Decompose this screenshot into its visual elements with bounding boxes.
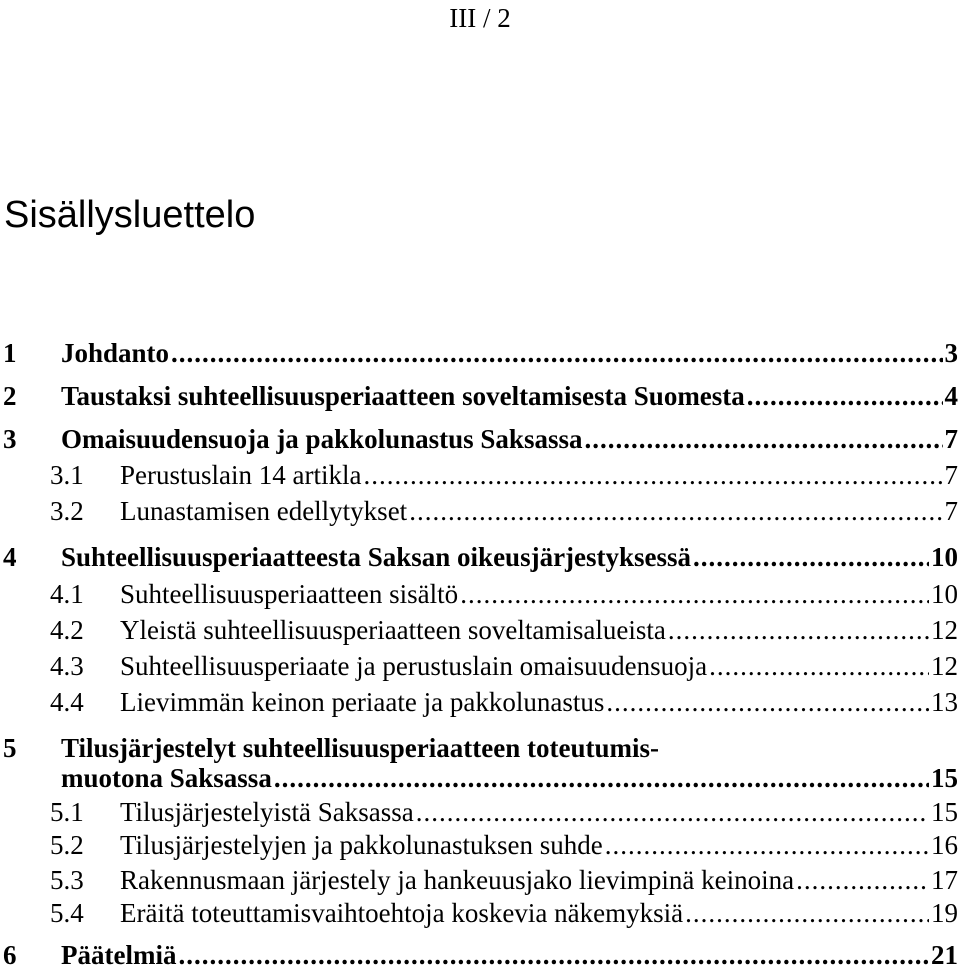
toc-entry-title: Suhteellisuusperiaatteen sisältö [120, 579, 459, 609]
toc-entry-page: 13 [931, 687, 958, 717]
toc-entry-page: 16 [931, 830, 958, 860]
toc-dot-leader [747, 380, 943, 412]
toc-dot-leader [409, 495, 942, 527]
toc-dot-leader [363, 459, 942, 491]
toc-entry-number: 4.4 [50, 687, 84, 717]
toc-entry-title: Perustuslain 14 artikla [120, 460, 362, 490]
toc-entry-page: 21 [931, 940, 958, 970]
toc-dot-leader [796, 864, 929, 896]
toc-entry-page: 7 [944, 424, 958, 454]
toc-entry[interactable] [0, 459, 958, 491]
toc-entry-number: 4.1 [50, 579, 84, 609]
toc-dot-leader [668, 614, 929, 646]
toc-entry-page: 17 [931, 865, 958, 895]
toc-entry-title: Yleistä suhteellisuusperiaatteen soveltamisalueista [120, 615, 666, 645]
page-title: Sisällysluettelo [4, 194, 256, 236]
toc-entry-number: 4.2 [50, 615, 84, 645]
toc-entry[interactable] [0, 864, 958, 896]
toc-entry[interactable] [0, 796, 958, 828]
toc-entry-number: 5.1 [50, 797, 84, 827]
toc-entry-title: Tilusjärjestelyjen ja pakkolunastuksen suhde [120, 830, 603, 860]
toc-entry-title: Rakennusmaan järjestely ja hankeuusjako lievimpinä keinoina [120, 865, 795, 895]
toc-entry-number: 1 [3, 338, 17, 368]
toc-entry[interactable] [0, 829, 958, 861]
toc-entry-page: 12 [931, 651, 958, 681]
toc-entry-page: 4 [944, 381, 958, 411]
toc-entry-title: Tilusjärjestelyistä Saksassa [120, 797, 414, 827]
toc-entry-number: 5.4 [50, 898, 84, 928]
toc-dot-leader [606, 686, 929, 718]
toc-entry-title-continuation: muotona Saksassa [61, 763, 272, 793]
toc-dot-leader [584, 423, 942, 455]
toc-entry[interactable] [0, 578, 958, 610]
toc-entry[interactable] [0, 495, 958, 527]
toc-dot-leader [274, 762, 929, 794]
toc-dot-leader [685, 897, 929, 929]
toc-entry-title: Suhteellisuusperiaate ja perustuslain omaisuudensuoja [120, 651, 708, 681]
toc-entry[interactable] [0, 541, 958, 573]
toc-dot-leader [171, 337, 942, 369]
toc-entry[interactable] [0, 380, 958, 412]
toc-entry-page: 15 [931, 797, 958, 827]
toc-entry-title: Suhteellisuusperiaatteesta Saksan oikeusjärjestyksessä [61, 542, 692, 572]
toc-dot-leader [460, 578, 929, 610]
page-number: III / 2 [449, 3, 511, 33]
toc-entry-page: 3 [944, 338, 958, 368]
toc-entry-page: 12 [931, 615, 958, 645]
toc-entry[interactable] [0, 423, 958, 455]
toc-entry-page: 15 [931, 763, 958, 793]
toc-entry-number: 5.3 [50, 865, 84, 895]
toc-entry-number: 4.3 [50, 651, 84, 681]
toc-entry-number: 6 [3, 940, 17, 970]
toc-entry-number: 4 [3, 542, 17, 572]
toc-entry-page: 7 [944, 460, 958, 490]
toc-entry-heading-line[interactable] [0, 732, 958, 764]
toc-entry[interactable] [0, 686, 958, 718]
toc-entry-title: Eräitä toteuttamisvaihtoehtoja koskevia näkemyksiä [120, 898, 684, 928]
toc-dot-leader [709, 650, 929, 682]
toc-entry-number: 5.2 [50, 830, 84, 860]
toc-entry-title: Lunastamisen edellytykset [120, 496, 408, 526]
toc-entry[interactable] [0, 614, 958, 646]
toc-entry-number: 3.2 [50, 496, 84, 526]
toc-entry-page: 10 [931, 579, 958, 609]
toc-entry-number: 3 [3, 424, 17, 454]
toc-dot-leader [693, 541, 929, 573]
toc-entry[interactable] [0, 897, 958, 929]
toc-entry-number: 2 [3, 381, 17, 411]
toc-entry-title: Lievimmän keinon periaate ja pakkolunastus [120, 687, 605, 717]
toc-entry-title: Omaisuudensuoja ja pakkolunastus Saksassa [61, 424, 583, 454]
toc-entry-title: Päätelmiä [61, 940, 177, 970]
toc-entry-number: 3.1 [50, 460, 84, 490]
toc-dot-leader [178, 939, 929, 971]
toc-entry[interactable] [0, 939, 958, 971]
toc-entry-page: 19 [931, 898, 958, 928]
toc-entry-title: Taustaksi suhteellisuusperiaatteen soveltamisesta Suomesta [61, 381, 745, 411]
toc-entry-title: Tilusjärjestelyt suhteellisuusperiaatteen toteutumis- [61, 733, 659, 763]
toc-entry-page: 7 [944, 496, 958, 526]
toc-entry-number: 5 [3, 733, 17, 763]
toc-dot-leader [605, 829, 929, 861]
toc-entry[interactable] [0, 762, 958, 794]
toc-entry-title: Johdanto [61, 338, 170, 368]
toc-dot-leader [416, 796, 929, 828]
toc-entry[interactable] [0, 337, 958, 369]
toc-entry[interactable] [0, 650, 958, 682]
toc-entry-page: 10 [931, 542, 958, 572]
